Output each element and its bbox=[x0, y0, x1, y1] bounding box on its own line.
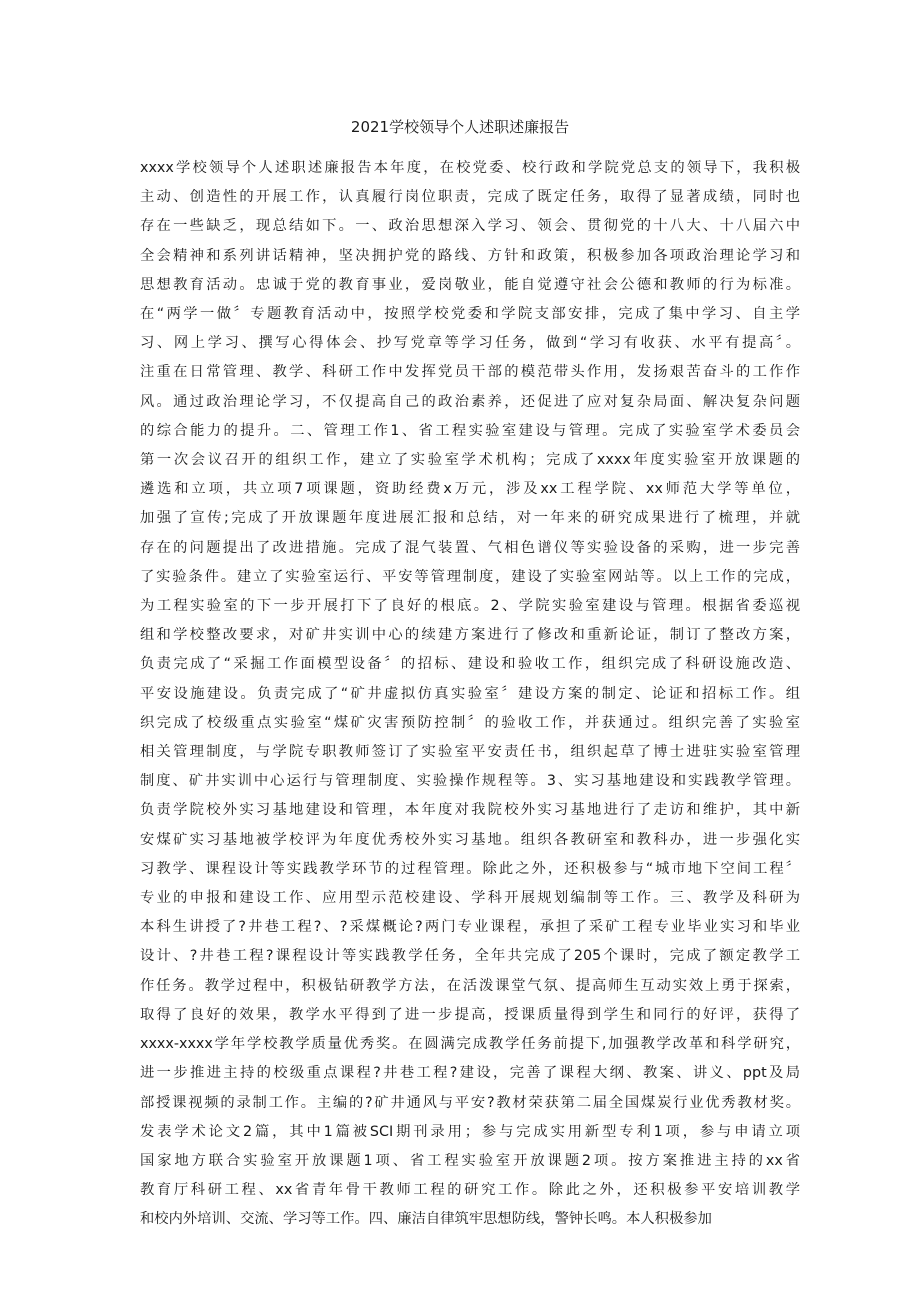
body-line: 相关管理制度，与学院专职教师签订了实验室平安责任书，组织起草了博士进驻实验室管理 bbox=[140, 744, 800, 761]
body-line: 负责学院校外实习基地建设和管理，本年度对我院校外实习基地进行了走访和维护，其中新 bbox=[140, 802, 800, 819]
body-line: 作任务。教学过程中，积极钻研教学方法，在活泼课堂气氛、提高师生互动实效上勇于探索， bbox=[140, 977, 800, 994]
body-line: 在“两学一做〞专题教育活动中，按照学校党委和学院支部安排，完成了集中学习、自主学 bbox=[140, 306, 800, 323]
body-line: xxxx-xxxx学年学校教学质量优秀奖。在圆满完成教学任务前提下,加强教学改革和科学研究， bbox=[140, 1036, 800, 1053]
body-line: 了实验条件。建立了实验室运行、平安等管理制度，建设了实验室网站等。以上工作的完成， bbox=[140, 568, 800, 585]
body-line: 注重在日常管理、教学、科研工作中发挥党员干部的模范带头作用，发扬艰苦奋斗的工作作 bbox=[140, 364, 800, 381]
body-line: 主动、创造性的开展工作，认真履行岗位职责，完成了既定任务，取得了显著成绩，同时也 bbox=[140, 189, 800, 206]
body-line: 全会精神和系列讲话精神，坚决拥护党的路线、方针和政策，积极参加各项政治理论学习和 bbox=[140, 247, 800, 264]
body-line: 安煤矿实习基地被学校评为年度优秀校外实习基地。组织各教研室和教科办，进一步强化实 bbox=[140, 831, 800, 848]
body-line: 教育厅科研工程、xx省青年骨干教师工程的研究工作。除此之外，还积极参平安培训教学 bbox=[140, 1182, 800, 1199]
body-line: 思想教育活动。忠诚于党的教育事业，爱岗敬业，能自觉遵守社会公德和教师的行为标准。 bbox=[140, 276, 800, 293]
body-line: 习教学、课程设计等实践教学环节的过程管理。除此之外，还积极参与“城市地下空间工程〞 bbox=[140, 860, 800, 877]
body-line: 平安设施建设。负责完成了“矿井虚拟仿真实验室〞建设方案的制定、论证和招标工作。组 bbox=[140, 685, 800, 702]
body-line: 专业的申报和建设工作、应用型示范校建设、学科开展规划编制等工作。三、教学及科研为 bbox=[140, 890, 800, 907]
body-line: 本科生讲授了?井巷工程?、?采煤概论?两门专业课程，承担了采矿工程专业毕业实习和毕业 bbox=[140, 919, 800, 936]
body-line: xxxx学校领导个人述职述廉报告本年度，在校党委、校行政和学院党总支的领导下，我积极 bbox=[140, 160, 800, 176]
body-line: 风。通过政治理论学习，不仅提高自己的政治素养，还促进了应对复杂局面、解决复杂问题 bbox=[140, 393, 800, 410]
body-line: 加强了宣传;完成了开放课题年度进展汇报和总结，对一年来的研究成果进行了梳理，并就 bbox=[140, 510, 800, 527]
body-line: 第一次会议召开的组织工作，建立了实验室学术机构；完成了xxxx年度实验室开放课题的 bbox=[140, 452, 800, 469]
body-line: 国家地方联合实验室开放课题1项、省工程实验室开放课题2项。按方案推进主持的xx省 bbox=[140, 1152, 800, 1169]
body-line: 的综合能力的提升。二、管理工作1、省工程实验室建设与管理。完成了实验室学术委员会 bbox=[140, 422, 800, 439]
body-line: 存在的问题提出了改进措施。完成了混气装置、气相色谱仪等实验设备的采购，进一步完善 bbox=[140, 539, 800, 556]
body-line: 发表学术论文2篇，其中1篇被SCI期刊录用；参与完成实用新型专利1项，参与申请立项 bbox=[140, 1123, 800, 1140]
body-line: 进一步推进主持的校级重点课程?井巷工程?建设，完善了课程大纲、教案、讲义、ppt及局 bbox=[140, 1065, 800, 1082]
body-line: 和校内外培训、交流、学习等工作。四、廉洁自律筑牢思想防线，警钟长鸣。本人积极参加 bbox=[140, 1211, 712, 1228]
body-line: 组和学校整改要求，对矿井实训中心的续建方案进行了修改和重新论证，制订了整改方案， bbox=[140, 627, 800, 644]
body-line: 习、网上学习、撰写心得体会、抄写党章等学习任务，做到“学习有收获、水平有提高〞。 bbox=[140, 335, 800, 352]
body-line: 遴选和立项，共立项7项课题，资助经费x万元，涉及xx工程学院、xx师范大学等单位， bbox=[140, 481, 800, 498]
body-line: 负责完成了“采掘工作面模型设备〞的招标、建设和验收工作，组织完成了科研设施改造、 bbox=[140, 656, 800, 673]
document-title: 2021学校领导个人述职述廉报告 bbox=[350, 118, 570, 136]
body-line: 部授课视频的录制工作。主编的?矿井通风与平安?教材荣获第二届全国煤炭行业优秀教材奖。 bbox=[140, 1094, 800, 1111]
body-line: 织完成了校级重点实验室“煤矿灾害预防控制〞的验收工作，并获通过。组织完善了实验室 bbox=[140, 714, 800, 731]
body-line: 取得了良好的效果，教学水平得到了进一步提高，授课质量得到学生和同行的好评，获得了 bbox=[140, 1006, 800, 1023]
body-line: 制度、矿井实训中心运行与管理制度、实验操作规程等。3、实习基地建设和实践教学管理。 bbox=[140, 773, 800, 790]
body-line: 设计、?井巷工程?课程设计等实践教学任务，全年共完成了205个课时，完成了额定教学工 bbox=[140, 948, 800, 965]
document-body bbox=[140, 154, 800, 1235]
body-line: 为工程实验室的下一步开展打下了良好的根底。2、学院实验室建设与管理。根据省委巡视 bbox=[140, 598, 800, 615]
body-line: 存在一些缺乏，现总结如下。一、政治思想深入学习、领会、贯彻党的十八大、十八届六中 bbox=[140, 218, 800, 235]
